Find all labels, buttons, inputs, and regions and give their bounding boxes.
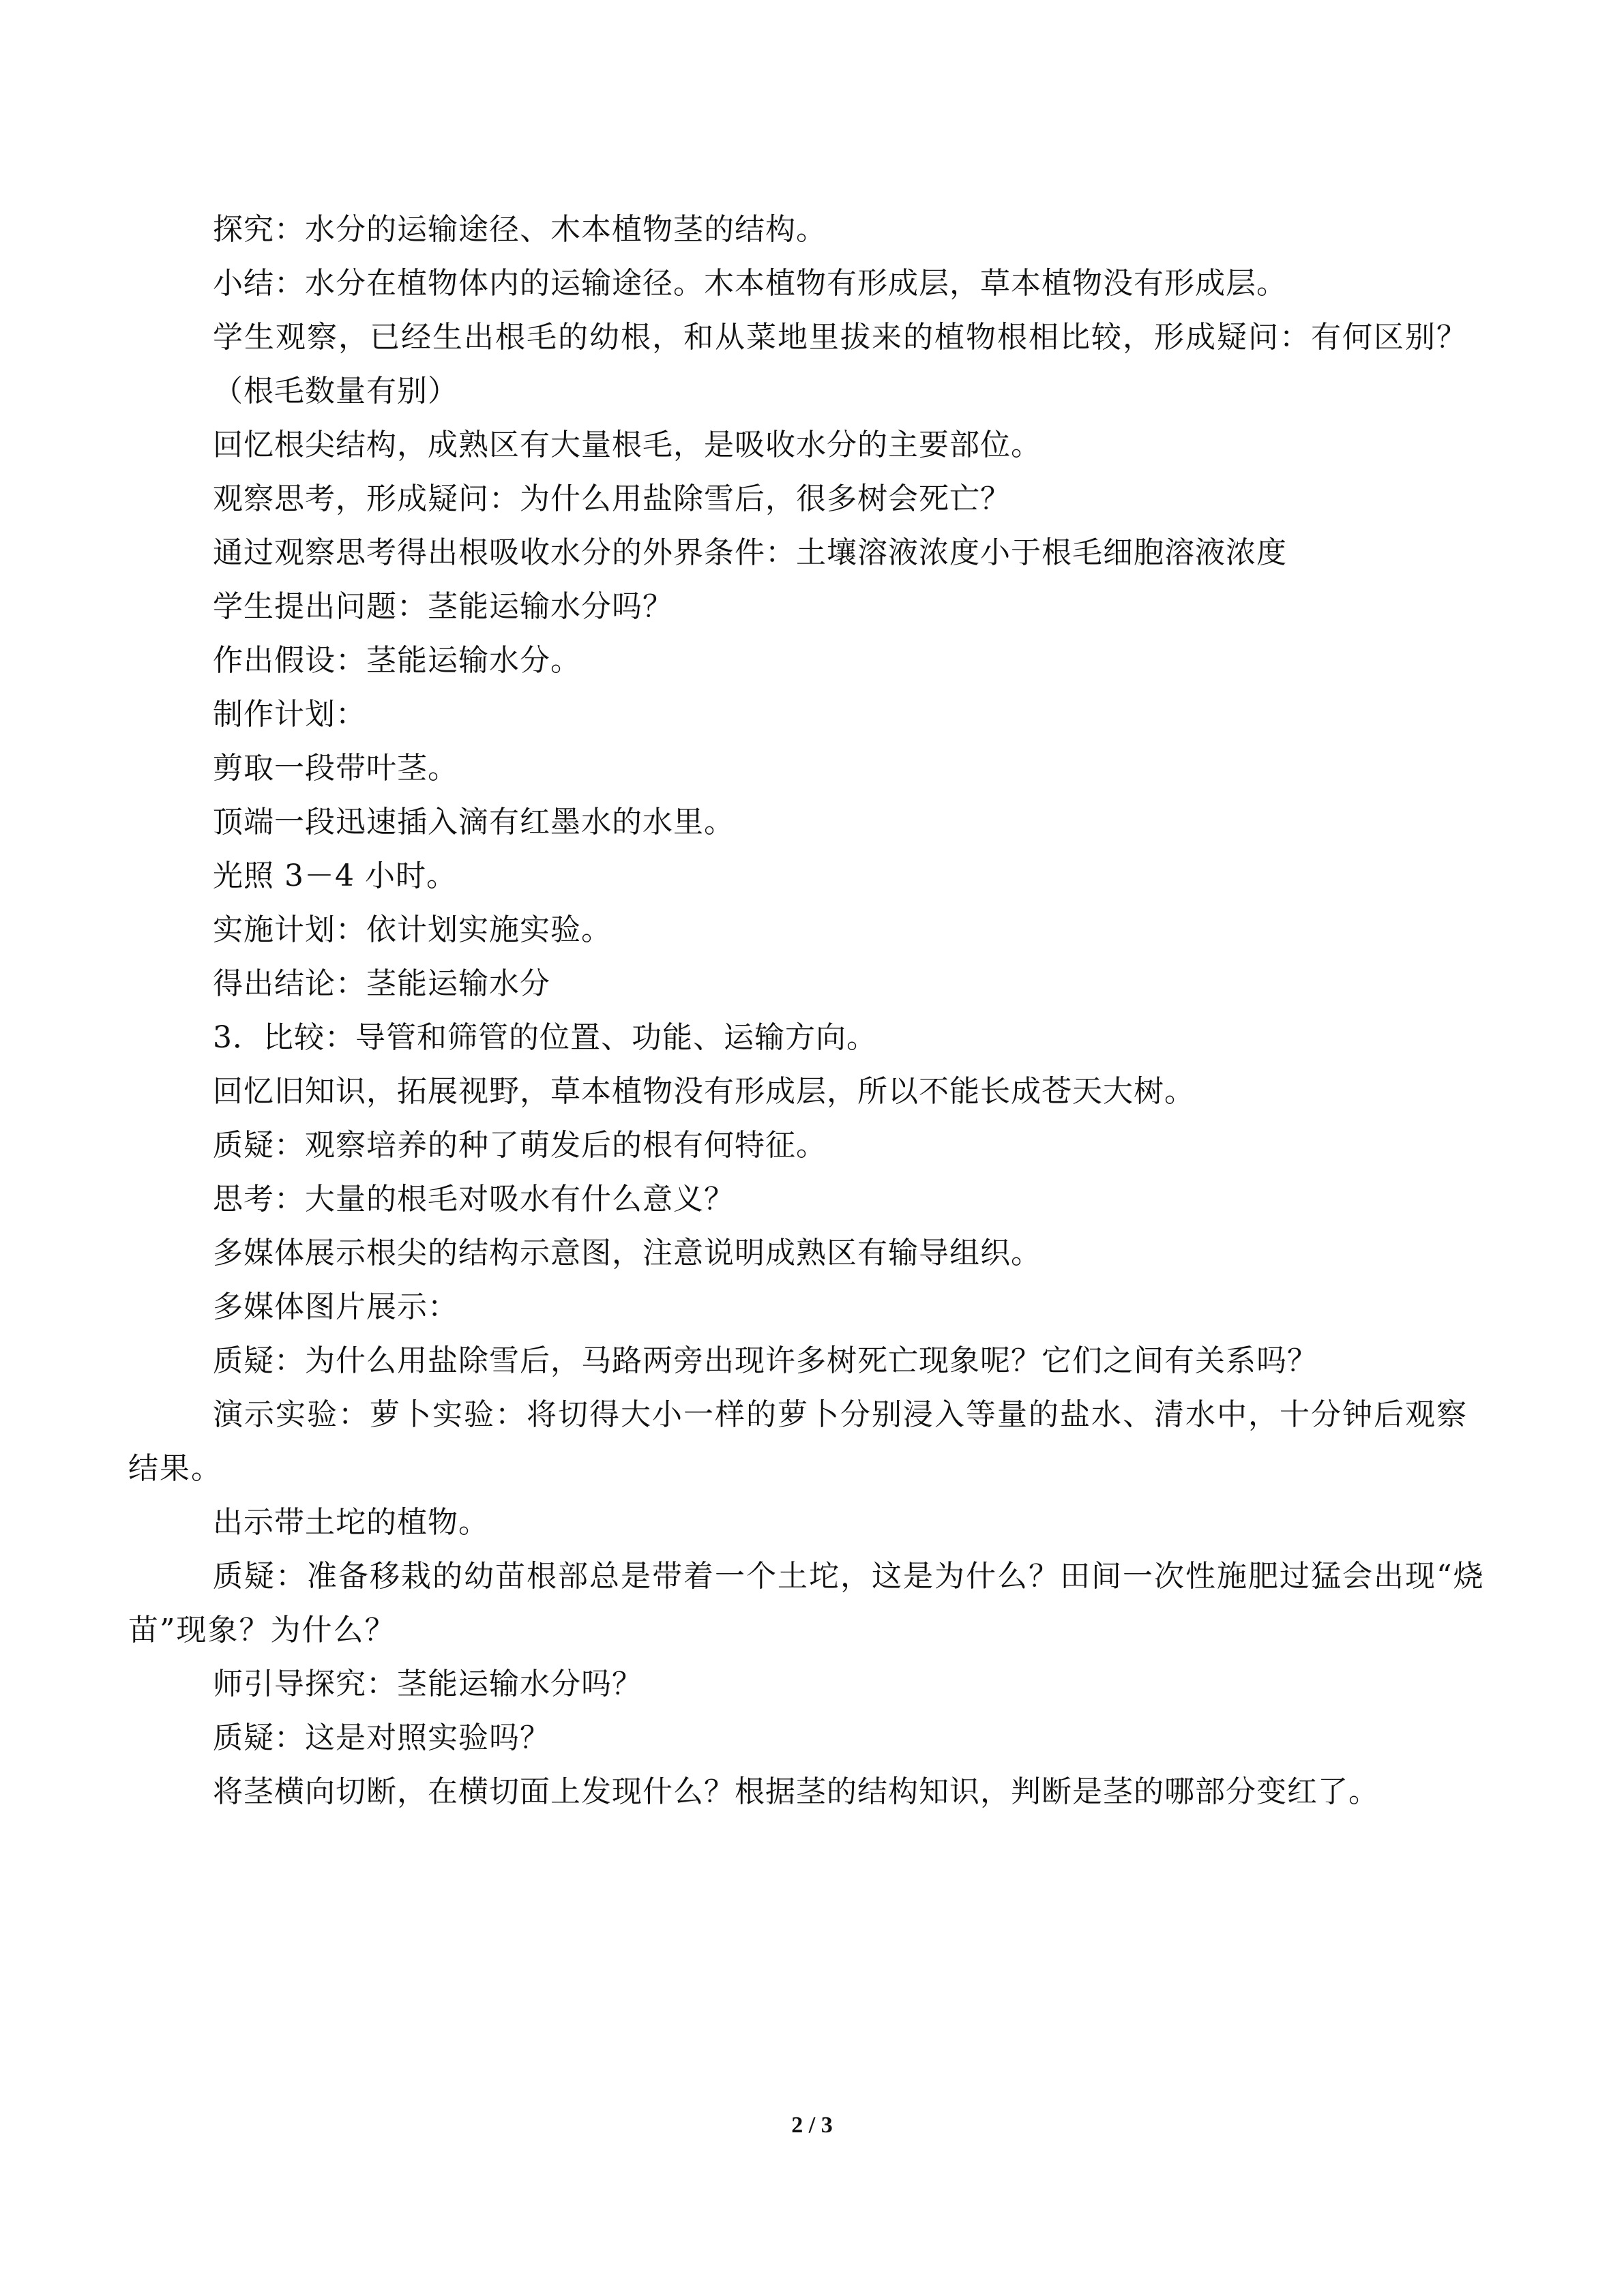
paragraph: 将茎横向切断，在横切面上发现什么？根据茎的结构知识，判断是茎的哪部分变红了。 (213, 1774, 1379, 1809)
paragraph: 回忆根尖结构，成熟区有大量根毛，是吸收水分的主要部位。 (213, 428, 1042, 462)
paragraph: 学生观察，已经生出根毛的幼根，和从菜地里拔来的植物根相比较，形成疑问：有何区别？ (213, 320, 1468, 355)
paragraph: 学生提出问题：茎能运输水分吗？ (213, 589, 673, 624)
paragraph: 师引导探究：茎能运输水分吗？ (213, 1667, 643, 1701)
paragraph: 质疑：这是对照实验吗？ (213, 1720, 550, 1755)
paragraph: 作出假设：茎能运输水分。 (213, 643, 581, 678)
paragraph: 质疑：为什么用盐除雪后，马路两旁出现许多树死亡现象呢？它们之间有关系吗？ (213, 1343, 1318, 1378)
paragraph: 出示带土坨的植物。 (213, 1505, 489, 1540)
paragraph: 剪取一段带叶茎。 (213, 751, 458, 786)
page-number: 2 / 3 (791, 2113, 833, 2138)
paragraph: 质疑：观察培养的种了萌发后的根有何特征。 (213, 1128, 827, 1163)
paragraph: 光照 3－4 小时。 (213, 859, 457, 893)
paragraph: 小结：水分在植物体内的运输途径。木本植物有形成层，草本植物没有形成层。 (213, 266, 1287, 301)
paragraph: 探究：水分的运输途径、木本植物茎的结构。 (213, 212, 827, 247)
paragraph: 多媒体展示根尖的结构示意图，注意说明成熟区有输导组织。 (213, 1236, 1042, 1270)
paragraph: 思考：大量的根毛对吸水有什么意义？ (213, 1182, 735, 1217)
paragraph: 多媒体图片展示： (213, 1289, 458, 1324)
paragraph: 实施计划：依计划实施实验。 (213, 912, 612, 947)
paragraph: 制作计划： (213, 697, 366, 732)
paragraph: 回忆旧知识，拓展视野，草本植物没有形成层，所以不能长成苍天大树。 (213, 1074, 1195, 1109)
paragraph: 演示实验：萝卜实验：将切得大小一样的萝卜分别浸入等量的盐水、清水中，十分钟后观察结果。 (128, 1397, 1468, 1486)
paragraph: 得出结论：茎能运输水分 (213, 966, 550, 1001)
paragraph: （根毛数量有别） (213, 374, 458, 408)
paragraph: 质疑：准备移栽的幼苗根部总是带着一个土坨，这是为什么？田间一次性施肥过猛会出现“烧苗”现象？为什么？ (128, 1559, 1485, 1648)
paragraph: 3．比较：导管和筛管的位置、功能、运输方向。 (213, 1020, 877, 1055)
paragraph: 观察思考，形成疑问：为什么用盐除雪后，很多树会死亡？ (213, 481, 1011, 516)
paragraph: 顶端一段迅速插入滴有红墨水的水里。 (213, 805, 735, 839)
document-body (128, 203, 1486, 1819)
paragraph: 通过观察思考得出根吸收水分的外界条件：土壤溶液浓度小于根毛细胞溶液浓度 (213, 535, 1287, 570)
